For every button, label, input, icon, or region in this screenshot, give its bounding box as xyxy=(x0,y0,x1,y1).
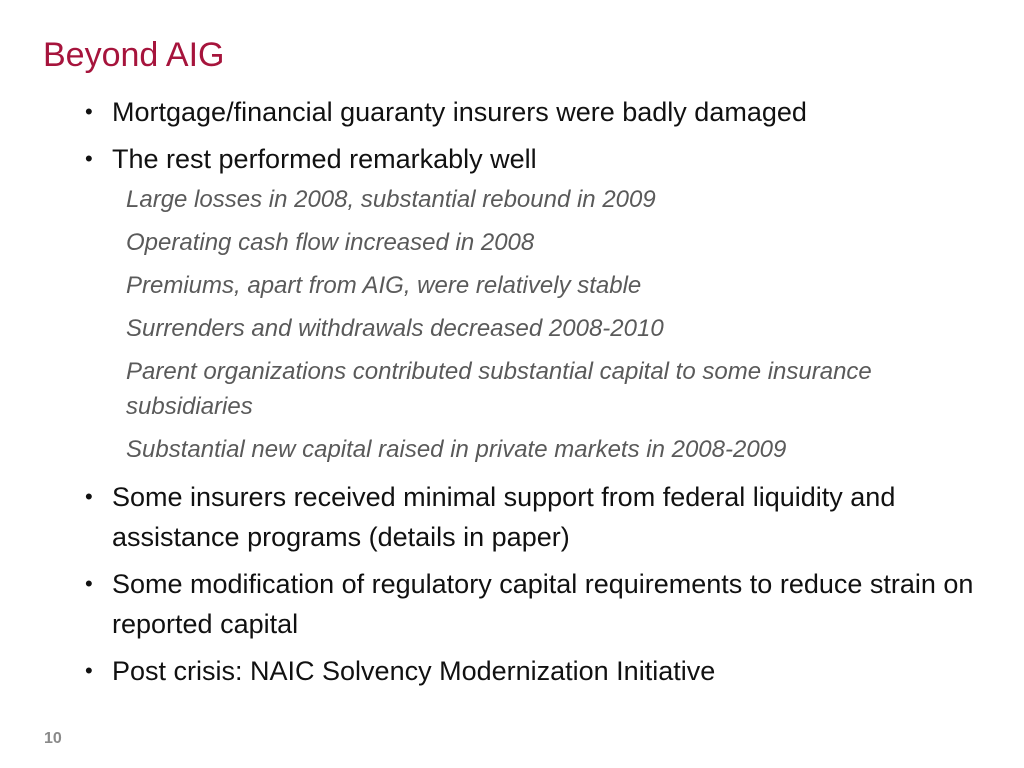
bullet-marker: • xyxy=(85,99,93,124)
sub-bullet-list xyxy=(0,182,1024,467)
sub-bullet-item: Premiums, apart from AIG, were relatively stable xyxy=(126,272,642,299)
bullet-marker: • xyxy=(85,484,93,509)
bullet-marker: • xyxy=(85,146,93,171)
sub-bullet-item: Parent organizations contributed substantial capital to some insurance subsidiaries xyxy=(126,358,872,420)
bullet-marker: • xyxy=(85,658,93,683)
bullet-item xyxy=(0,651,1024,691)
bullet-text: Post crisis: NAIC Solvency Modernization Initiative xyxy=(112,656,716,686)
slide-body xyxy=(0,92,1024,691)
page-number: 10 xyxy=(44,730,62,747)
sub-bullet-item: Surrenders and withdrawals decreased 2008-2010 xyxy=(126,315,664,342)
bullet-text: The rest performed remarkably well xyxy=(112,144,537,174)
bullet-item xyxy=(0,92,1024,132)
sub-bullet-item: Operating cash flow increased in 2008 xyxy=(126,229,535,256)
bullet-text: Some modification of regulatory capital requirements to reduce strain on reported capital xyxy=(112,569,974,639)
bullet-marker: • xyxy=(85,571,93,596)
sub-bullet-item: Large losses in 2008, substantial rebound in 2009 xyxy=(126,186,656,213)
bullet-item xyxy=(0,564,1024,644)
bullet-text: Mortgage/financial guaranty insurers were badly damaged xyxy=(112,97,807,127)
bullet-item xyxy=(0,139,1024,179)
bullet-item xyxy=(0,477,1024,557)
bullet-text: Some insurers received minimal support from federal liquidity and assistance programs (details in paper) xyxy=(112,482,896,552)
slide-title: Beyond AIG xyxy=(43,36,225,74)
sub-bullet-item: Substantial new capital raised in private markets in 2008-2009 xyxy=(126,436,787,463)
